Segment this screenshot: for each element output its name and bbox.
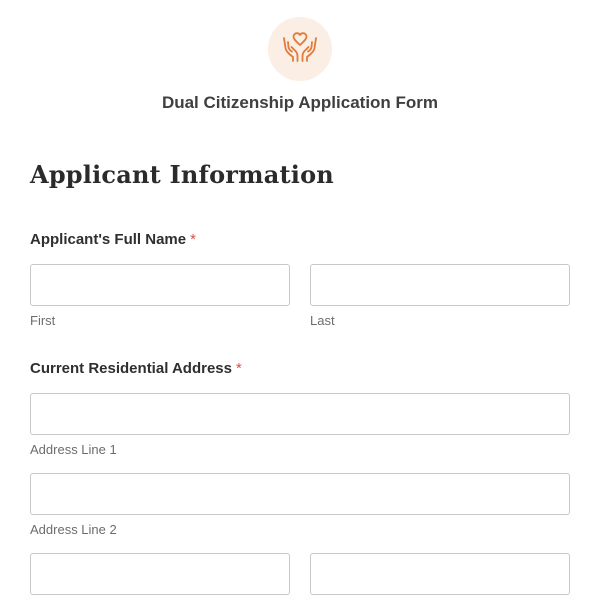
required-mark: * — [190, 231, 196, 248]
city-input[interactable] — [30, 553, 290, 595]
first-name-input[interactable] — [30, 264, 290, 306]
first-name-sublabel: First — [30, 313, 56, 328]
hands-heart-icon — [280, 30, 320, 69]
full-name-label-text: Applicant's Full Name — [30, 231, 187, 248]
address-line2-sublabel: Address Line 2 — [30, 522, 117, 537]
address-line2-input[interactable] — [30, 473, 570, 515]
last-name-sublabel: Last — [310, 313, 335, 328]
address-label-text: Current Residential Address — [30, 360, 232, 377]
section-title: Applicant Information — [30, 160, 334, 189]
state-input[interactable] — [310, 553, 570, 595]
address-label — [30, 360, 242, 377]
full-name-label — [30, 231, 196, 248]
address-line1-input[interactable] — [30, 393, 570, 435]
form-logo — [268, 17, 332, 81]
address-line1-sublabel: Address Line 1 — [30, 442, 117, 457]
form-title: Dual Citizenship Application Form — [161, 93, 439, 112]
required-mark: * — [236, 360, 242, 377]
last-name-input[interactable] — [310, 264, 570, 306]
